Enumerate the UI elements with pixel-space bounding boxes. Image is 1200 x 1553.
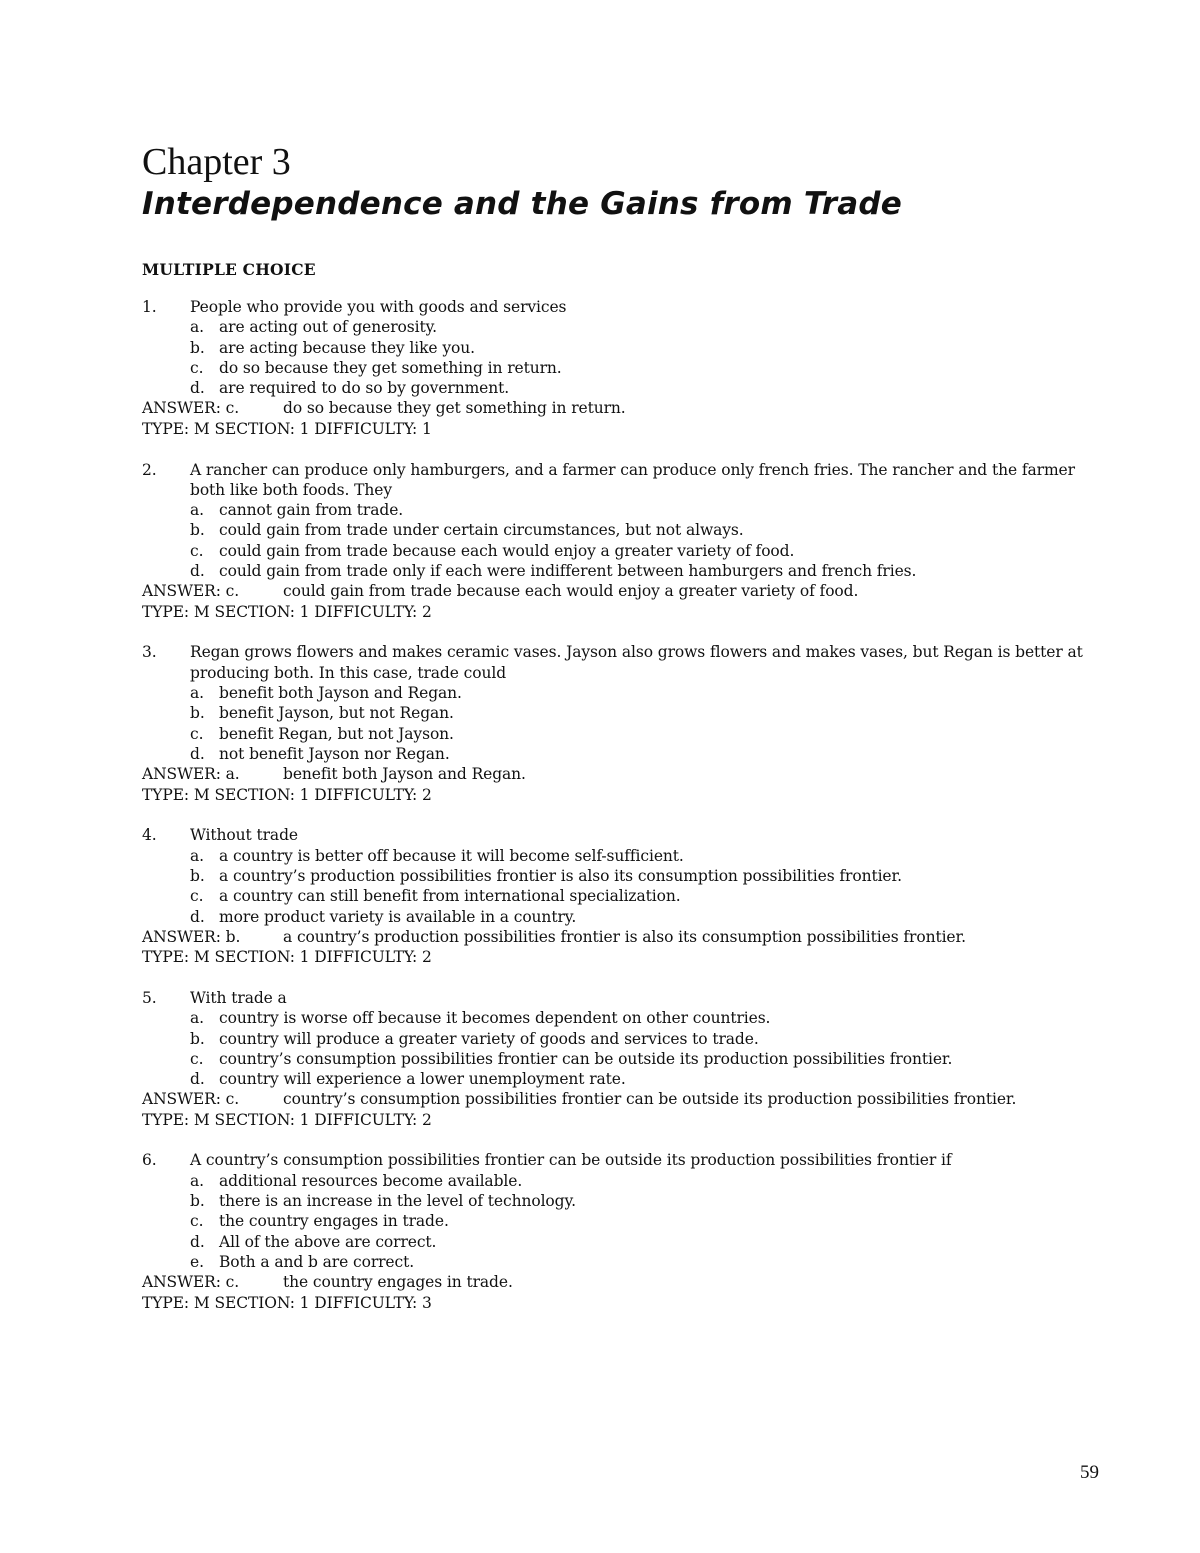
option-letter: d.: [190, 744, 205, 763]
question-stem-row: [142, 825, 1102, 845]
option-text: are required to do so by government.: [219, 379, 510, 398]
question-number: 5.: [142, 988, 157, 1007]
question-4: [142, 825, 1102, 967]
option-d: [142, 1069, 1102, 1089]
option-text: are acting because they like you.: [219, 338, 475, 357]
option-letter: a.: [190, 846, 204, 865]
question-number: 4.: [142, 826, 157, 845]
option-b: [142, 338, 1102, 358]
option-d: [142, 378, 1102, 398]
option-text: benefit both Jayson and Regan.: [219, 684, 462, 703]
answer-text: benefit both Jayson and Regan.: [283, 765, 526, 784]
question-number: 3.: [142, 643, 157, 662]
option-letter: c.: [190, 358, 204, 377]
option-letter: b.: [190, 1192, 205, 1211]
option-letter: c.: [190, 541, 204, 560]
option-b: [142, 1029, 1102, 1049]
answer-line: [142, 927, 1102, 947]
option-c: [142, 541, 1102, 561]
answer-label: ANSWER: a.: [142, 765, 240, 784]
answer-label: ANSWER: c.: [142, 1273, 240, 1292]
option-text: cannot gain from trade.: [219, 501, 404, 520]
option-letter: a.: [190, 1171, 204, 1190]
question-stem: Regan grows flowers and makes ceramic vases. Jayson also grows flowers and makes vases, but Regan is better at producing both. In this case, trade could: [190, 643, 1083, 682]
answer-label: ANSWER: c.: [142, 582, 240, 601]
option-letter: c.: [190, 1212, 204, 1231]
option-text: Both a and b are correct.: [219, 1252, 415, 1271]
type-line: TYPE: M SECTION: 1 DIFFICULTY: 2: [142, 948, 432, 967]
question-number: 2.: [142, 460, 157, 479]
option-text: country will produce a greater variety of goods and services to trade.: [219, 1029, 759, 1048]
option-b: [142, 703, 1102, 723]
option-letter: c.: [190, 724, 204, 743]
chapter-title: Chapter 3: [142, 141, 291, 183]
option-letter: b.: [190, 1029, 205, 1048]
answer-label: ANSWER: c.: [142, 399, 240, 418]
option-text: there is an increase in the level of technology.: [219, 1192, 576, 1211]
option-c: [142, 1049, 1102, 1069]
answer-line: [142, 1089, 1102, 1109]
question-5: [142, 988, 1102, 1130]
page-number: 59: [1080, 1462, 1099, 1483]
option-text: All of the above are correct.: [219, 1232, 437, 1251]
option-d: [142, 744, 1102, 764]
option-letter: b.: [190, 521, 205, 540]
option-d: [142, 561, 1102, 581]
type-line: TYPE: M SECTION: 1 DIFFICULTY: 2: [142, 785, 432, 804]
option-letter: c.: [190, 1049, 204, 1068]
type-line: TYPE: M SECTION: 1 DIFFICULTY: 1: [142, 419, 432, 438]
option-b: [142, 520, 1102, 540]
option-letter: e.: [190, 1252, 204, 1271]
option-d: [142, 1232, 1102, 1252]
type-line: TYPE: M SECTION: 1 DIFFICULTY: 2: [142, 1110, 432, 1129]
option-text: the country engages in trade.: [219, 1212, 449, 1231]
option-text: could gain from trade only if each were indifferent between hamburgers and french fries.: [219, 562, 917, 581]
option-a: [142, 683, 1102, 703]
option-a: [142, 1171, 1102, 1191]
option-letter: a.: [190, 318, 204, 337]
option-letter: c.: [190, 887, 204, 906]
option-text: could gain from trade because each would enjoy a greater variety of food.: [219, 541, 795, 560]
option-letter: d.: [190, 379, 205, 398]
option-text: not benefit Jayson nor Regan.: [219, 744, 450, 763]
section-heading: MULTIPLE CHOICE: [142, 260, 316, 279]
question-stem-row: [142, 642, 1102, 683]
chapter-subtitle: Interdependence and the Gains from Trade: [142, 186, 903, 222]
option-c: [142, 358, 1102, 378]
option-b: [142, 1191, 1102, 1211]
answer-label: ANSWER: b.: [142, 927, 241, 946]
question-list: [142, 297, 1102, 1333]
option-letter: d.: [190, 1070, 205, 1089]
option-e: [142, 1252, 1102, 1272]
question-stem: With trade a: [190, 988, 287, 1007]
type-line: TYPE: M SECTION: 1 DIFFICULTY: 3: [142, 1293, 432, 1312]
option-b: [142, 866, 1102, 886]
option-c: [142, 886, 1102, 906]
question-6: [142, 1150, 1102, 1312]
answer-line: [142, 1272, 1102, 1292]
option-a: [142, 846, 1102, 866]
question-stem-row: [142, 460, 1102, 501]
option-text: country is worse off because it becomes dependent on other countries.: [219, 1009, 771, 1028]
question-1: [142, 297, 1102, 439]
option-text: a country’s production possibilities frontier is also its consumption possibilities frontier.: [219, 866, 902, 885]
answer-text: the country engages in trade.: [283, 1273, 513, 1292]
option-text: country will experience a lower unemployment rate.: [219, 1070, 626, 1089]
option-text: are acting out of generosity.: [219, 318, 438, 337]
question-stem: Without trade: [190, 826, 298, 845]
option-letter: a.: [190, 1009, 204, 1028]
option-a: [142, 317, 1102, 337]
option-c: [142, 1211, 1102, 1231]
option-a: [142, 500, 1102, 520]
option-letter: a.: [190, 684, 204, 703]
option-d: [142, 907, 1102, 927]
answer-text: could gain from trade because each would enjoy a greater variety of food.: [283, 582, 859, 601]
option-text: benefit Jayson, but not Regan.: [219, 704, 454, 723]
question-stem: A rancher can produce only hamburgers, and a farmer can produce only french fries. The rancher and the farmer both like both foods. They: [190, 460, 1075, 499]
type-line: TYPE: M SECTION: 1 DIFFICULTY: 2: [142, 602, 432, 621]
option-letter: b.: [190, 704, 205, 723]
answer-text: do so because they get something in return.: [283, 399, 626, 418]
option-a: [142, 1008, 1102, 1028]
question-number: 6.: [142, 1151, 157, 1170]
option-text: country’s consumption possibilities frontier can be outside its production possibilities frontier.: [219, 1049, 953, 1068]
option-letter: d.: [190, 562, 205, 581]
question-stem: A country’s consumption possibilities frontier can be outside its production possibilities frontier if: [190, 1151, 952, 1170]
question-number: 1.: [142, 298, 157, 316]
answer-text: country’s consumption possibilities frontier can be outside its production possibilities frontier.: [283, 1090, 1017, 1109]
option-text: a country can still benefit from international specialization.: [219, 887, 681, 906]
option-letter: b.: [190, 338, 205, 357]
question-stem-row: [142, 988, 1102, 1008]
option-letter: d.: [190, 1232, 205, 1251]
option-text: a country is better off because it will become self-sufficient.: [219, 846, 684, 865]
option-text: more product variety is available in a country.: [219, 907, 577, 926]
question-stem-row: [142, 297, 1102, 317]
question-stem-row: [142, 1150, 1102, 1170]
option-text: could gain from trade under certain circumstances, but not always.: [219, 521, 744, 540]
question-2: [142, 460, 1102, 622]
question-3: [142, 642, 1102, 804]
option-text: do so because they get something in return.: [219, 358, 562, 377]
option-letter: a.: [190, 501, 204, 520]
answer-line: [142, 398, 1102, 418]
question-stem: People who provide you with goods and services: [190, 298, 567, 316]
answer-label: ANSWER: c.: [142, 1090, 240, 1109]
answer-line: [142, 581, 1102, 601]
option-text: benefit Regan, but not Jayson.: [219, 724, 454, 743]
answer-text: a country’s production possibilities frontier is also its consumption possibilities frontier.: [283, 927, 966, 946]
answer-line: [142, 764, 1102, 784]
option-text: additional resources become available.: [219, 1171, 523, 1190]
option-letter: b.: [190, 866, 205, 885]
option-letter: d.: [190, 907, 205, 926]
option-c: [142, 724, 1102, 744]
